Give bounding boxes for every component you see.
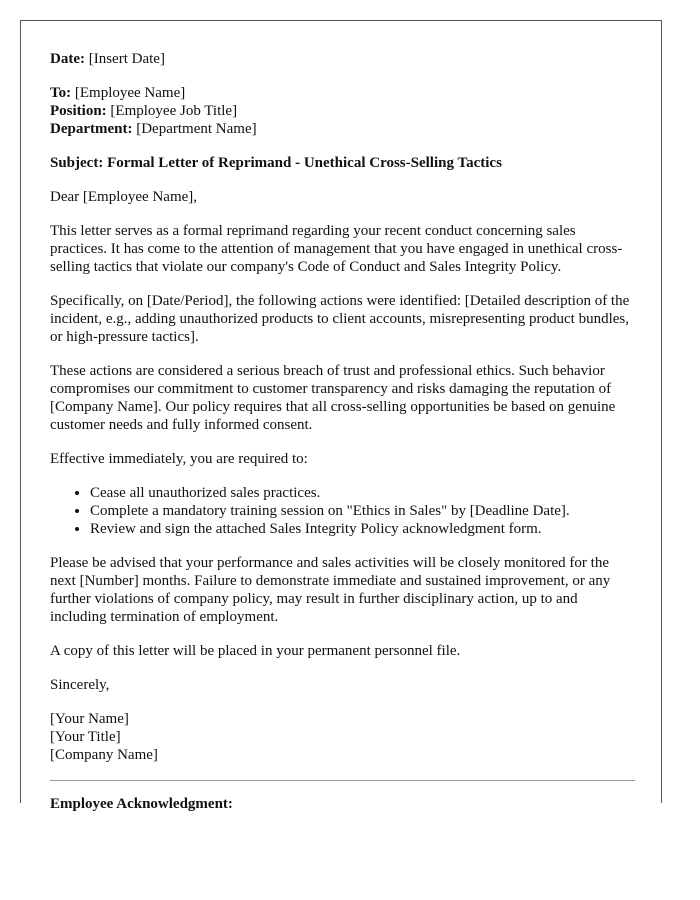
department-line (50, 120, 635, 138)
to-label: To: (50, 85, 72, 101)
date-line (50, 50, 635, 68)
list-item: • Review and sign the attached Sales Integrity Policy acknowledgment form. (90, 520, 635, 538)
signature-title: [Your Title] (50, 729, 121, 745)
signature-block (50, 710, 635, 764)
paragraph-incident: Specifically, on [Date/Period], the following actions were identified: [Detailed description of the incident, e.g., adding unauthorized products to client accounts, misrepresenting product bundles, or high-pressure tactics]. (50, 293, 630, 345)
signature-company: [Company Name] (50, 747, 158, 763)
paragraph-purpose: This letter serves as a formal reprimand regarding your recent conduct concerning sales practices. It has come to the attention of management that you have engaged in unethical cross-selling tactics that violate our company's Code of Conduct and Sales Integrity Policy. (50, 223, 623, 275)
to-value: [Employee Name] (74, 85, 186, 101)
signature-name: [Your Name] (50, 711, 129, 727)
acknowledgment-heading: Employee Acknowledgment: (50, 796, 233, 812)
requirements-list (50, 484, 635, 538)
paragraph-requirements-intro: Effective immediately, you are required to: (50, 451, 308, 467)
subject-line: Subject: Formal Letter of Reprimand - Unethical Cross-Selling Tactics (50, 155, 502, 171)
department-label: Department: (50, 121, 133, 137)
letter-content (50, 50, 635, 813)
position-line (50, 102, 635, 120)
list-item: • Complete a mandatory training session on "Ethics in Sales" by [Deadline Date]. (90, 502, 635, 520)
to-line (50, 84, 635, 102)
paragraph-breach: These actions are considered a serious breach of trust and professional ethics. Such behavior compromises our commitment to customer transparency and risks damaging the reputation of [Company Name]. Our policy requires that all cross-selling opportunities be based on genuine customer needs and fully informed consent. (50, 363, 616, 433)
section-divider (50, 780, 635, 781)
department-value: [Department Name] (136, 121, 257, 137)
letter-page (20, 20, 662, 812)
signoff: Sincerely, (50, 677, 110, 693)
date-label: Date: (50, 51, 85, 67)
list-item: • Cease all unauthorized sales practices. (90, 484, 635, 502)
position-label: Position: (50, 103, 107, 119)
paragraph-monitoring: Please be advised that your performance and sales activities will be closely monitored for the next [Number] months. Failure to demonstrate immediate and sustained improvement, or any further violations of company policy, may result in further disciplinary action, up to and including termination of employment. (50, 555, 611, 625)
recipient-block (50, 84, 635, 138)
date-value: [Insert Date] (88, 51, 165, 67)
position-value: [Employee Job Title] (110, 103, 238, 119)
paragraph-file-copy: A copy of this letter will be placed in your permanent personnel file. (50, 643, 461, 659)
greeting: Dear [Employee Name], (50, 189, 198, 205)
